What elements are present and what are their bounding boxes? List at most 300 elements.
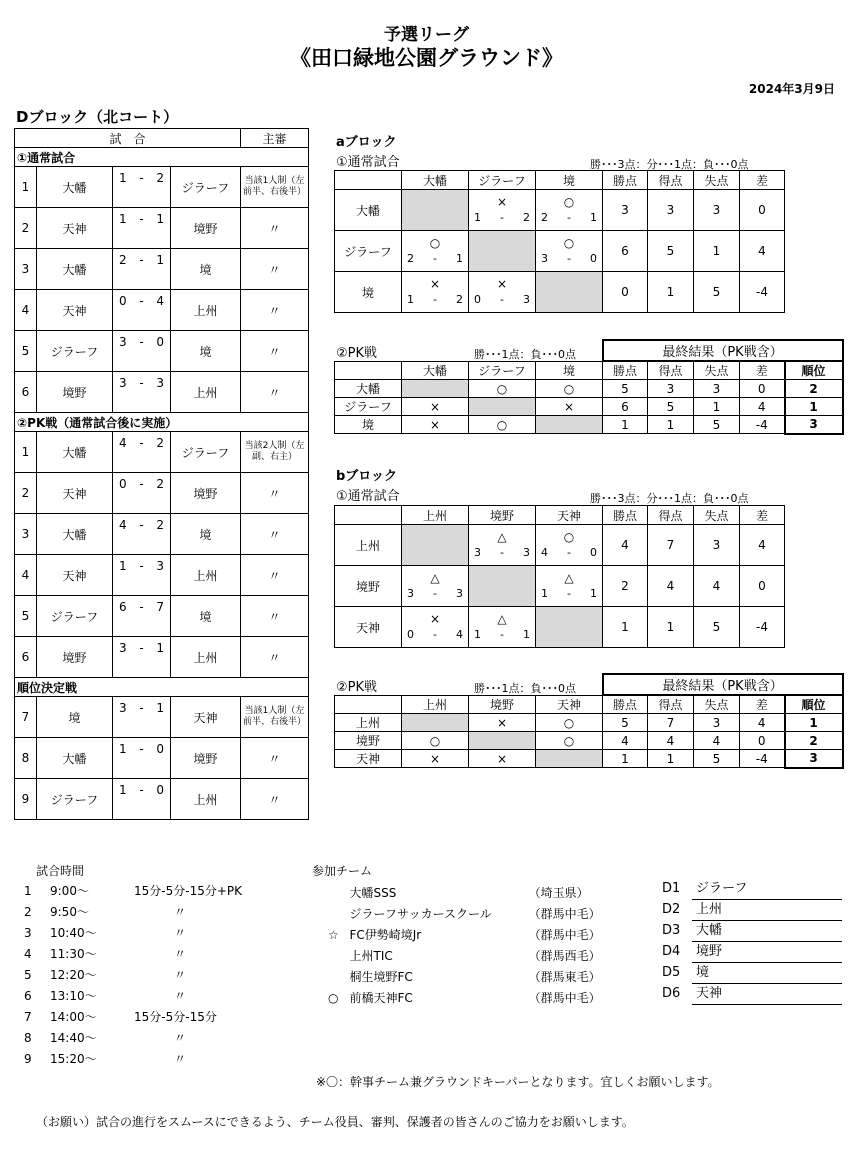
team-header: 上州 (402, 695, 469, 714)
team-name: 天神 (335, 750, 402, 768)
ref-ditto: 〃 (241, 473, 309, 514)
match-no: 6 (15, 372, 37, 413)
result-wrap (536, 529, 602, 561)
result-symbol: △ (430, 571, 440, 585)
schedule-time: 11:30～ (50, 947, 97, 961)
match-no: 3 (15, 249, 37, 290)
score-right: 3 (455, 587, 463, 600)
d-id: D5 (662, 965, 681, 980)
team-header: ジラーフ (469, 171, 536, 190)
stat-diff: 0 (740, 380, 785, 398)
score-dash: - (139, 783, 144, 797)
score-dash: - (139, 477, 144, 491)
home-score: 6 (119, 600, 127, 614)
result-score (536, 586, 602, 602)
schedule-format: 〃 (174, 905, 187, 919)
section-pk: ②PK戦（通常試合後に実施） (15, 413, 309, 432)
stat-header: 得点 (648, 361, 694, 380)
stat-header: 失点 (694, 506, 740, 525)
pk-result: ○ (469, 416, 536, 434)
score-dash: - (139, 701, 144, 715)
match-row (15, 555, 309, 596)
away-score: 1 (156, 701, 164, 715)
score-wrap (113, 331, 170, 349)
score-dash: - (567, 252, 571, 265)
pk-result: ○ (402, 732, 469, 750)
result-wrap (402, 611, 468, 643)
team-row (335, 566, 785, 607)
stat-gf: 4 (648, 732, 694, 750)
rank: 2 (785, 732, 843, 750)
home-score: 3 (119, 335, 127, 349)
team-header: 天神 (536, 506, 603, 525)
stat-diff: 4 (740, 714, 785, 732)
pk-result: ○ (469, 380, 536, 398)
home-team: 大幡 (37, 514, 113, 555)
section-pk-row (15, 413, 309, 432)
pk-result: × (536, 398, 603, 416)
section-rank-row (15, 678, 309, 697)
header-row (335, 695, 843, 714)
pk-result: × (402, 416, 469, 434)
self-cell (402, 380, 469, 398)
d-team: ジラーフ (692, 878, 842, 900)
away-team: 上州 (171, 779, 241, 820)
team-row (335, 231, 785, 272)
team-header: 境 (536, 171, 603, 190)
match-no: 4 (15, 290, 37, 331)
self-cell (469, 566, 536, 607)
result-symbol: × (429, 277, 441, 291)
stat-header: 得点 (648, 506, 694, 525)
result-wrap (469, 194, 535, 226)
score-dash: - (139, 294, 144, 308)
result-wrap (469, 611, 535, 643)
a-block-title: aブロック (336, 135, 397, 150)
a-pk-label: ②PK戦 (336, 346, 378, 361)
footer-note2: （お願い）試合の進行をスムースにできるよう、チーム役員、審判、保護者の皆さんのご協力をお願いします。 (36, 1115, 634, 1129)
rank-header: 順位 (785, 695, 843, 714)
score (113, 779, 171, 820)
score-left: 3 (474, 546, 481, 559)
result-score (536, 210, 602, 226)
away-score: 1 (156, 641, 164, 655)
ref-note: 当該1人制（左前半、右後半） (241, 697, 309, 738)
self-cell (536, 272, 603, 313)
result-symbol: ○ (563, 530, 575, 544)
score-wrap (113, 637, 170, 655)
score-right: 0 (589, 252, 597, 265)
match-row (15, 473, 309, 514)
header-row (15, 129, 309, 148)
schedule-no: 2 (24, 904, 32, 919)
d-list-item (662, 962, 842, 983)
team-row (335, 398, 843, 416)
corner-cell (335, 171, 402, 190)
score (113, 514, 171, 555)
d-id: D4 (662, 944, 681, 959)
ref-note: 当該1人制（左前半、右後半） (241, 167, 309, 208)
score-wrap (113, 432, 170, 450)
score (113, 697, 171, 738)
stat-header: 得点 (648, 171, 694, 190)
result-score (402, 627, 468, 643)
corner-cell (335, 506, 402, 525)
score-right: 2 (455, 293, 463, 306)
stat-pts: 1 (603, 607, 648, 648)
result-score (402, 586, 468, 602)
team-list-row (328, 945, 648, 966)
away-score: 2 (156, 171, 164, 185)
away-team: 上州 (171, 555, 241, 596)
home-score: 3 (119, 641, 127, 655)
schedule-format: 15分-5分-15分+PK (134, 884, 242, 898)
match-no: 9 (15, 779, 37, 820)
team-header: 天神 (536, 695, 603, 714)
d-team: 天神 (692, 983, 842, 1005)
score-wrap (113, 697, 170, 715)
match-row (15, 432, 309, 473)
stat-header: 差 (740, 361, 785, 380)
d-team: 上州 (692, 899, 842, 921)
self-cell (402, 714, 469, 732)
match-row (15, 738, 309, 779)
stat-header: 勝点 (603, 171, 648, 190)
stat-gf: 1 (648, 416, 694, 434)
stat-header: 勝点 (603, 506, 648, 525)
result-symbol: ○ (563, 236, 575, 250)
match-row (15, 167, 309, 208)
stat-pts: 1 (603, 750, 648, 768)
home-score: 1 (119, 171, 127, 185)
away-team: 境 (171, 331, 241, 372)
schedule-table (24, 880, 284, 1069)
rank-header: 順位 (785, 361, 843, 380)
score-dash: - (139, 641, 144, 655)
result-wrap (536, 235, 602, 267)
schedule-format: 〃 (174, 926, 187, 940)
schedule-time: 13:10～ (50, 989, 97, 1003)
match-no: 2 (15, 208, 37, 249)
stat-ga: 5 (694, 416, 740, 434)
match-row (15, 372, 309, 413)
ref-ditto: 〃 (241, 555, 309, 596)
b-block-title: bブロック (336, 469, 398, 484)
stat-header: 失点 (694, 361, 740, 380)
b-pk-label: ②PK戦 (336, 680, 378, 695)
schedule-format: 〃 (174, 989, 187, 1003)
schedule-no: 7 (24, 1009, 32, 1024)
result-wrap (469, 529, 535, 561)
schedule-time: 9:50～ (50, 905, 89, 919)
team-list-row (328, 924, 648, 945)
stat-diff: 0 (740, 190, 785, 231)
schedule-time: 14:00～ (50, 1010, 97, 1024)
section-normal: ①通常試合 (15, 148, 309, 167)
schedule-time: 10:40～ (50, 926, 97, 940)
away-score: 7 (156, 600, 164, 614)
result-symbol: ○ (429, 236, 441, 250)
d-list-item (662, 941, 842, 962)
final-header: 最終結果（PK戦含） (603, 674, 843, 695)
team-row (335, 525, 785, 566)
team-mark: ☆ (328, 927, 339, 942)
team-header: 境 (536, 361, 603, 380)
pk-result: × (402, 398, 469, 416)
team-full-name: 大幡SSS (349, 886, 397, 900)
corner-cell (335, 695, 402, 714)
away-score: 2 (156, 477, 164, 491)
away-team: 境 (171, 249, 241, 290)
result-cell (402, 566, 469, 607)
ref-ditto: 〃 (241, 249, 309, 290)
d-team: 境野 (692, 941, 842, 963)
result-wrap (402, 235, 468, 267)
score-dash: - (500, 211, 504, 224)
title-line1: 予選リーグ (384, 25, 469, 45)
d-team: 大幡 (692, 920, 842, 942)
self-cell (469, 732, 536, 750)
score-wrap (113, 514, 170, 532)
score (113, 290, 171, 331)
title-line2: 《田口緑地公園グラウンド》 (290, 46, 563, 70)
stat-ga: 1 (694, 398, 740, 416)
result-symbol: × (496, 195, 508, 209)
team-list-row (328, 882, 648, 903)
schedule-time: 12:20～ (50, 968, 97, 982)
stat-header: 差 (740, 695, 785, 714)
col-match-header: 試 合 (15, 129, 241, 148)
stat-pts: 3 (603, 190, 648, 231)
stat-diff: 4 (740, 525, 785, 566)
team-pref: （群馬中毛） (528, 991, 601, 1005)
score-left: 4 (541, 546, 548, 559)
score-left: 3 (541, 252, 548, 265)
stat-ga: 1 (694, 231, 740, 272)
blank-cell (402, 340, 469, 361)
schedule-no: 8 (24, 1030, 32, 1045)
schedule-format: 〃 (174, 1052, 187, 1066)
b-pk-rule: 勝･･･1点：負･･･0点 (474, 682, 576, 695)
d-list-item (662, 899, 842, 920)
schedule-no: 4 (24, 946, 32, 961)
result-wrap (536, 570, 602, 602)
away-score: 3 (156, 559, 164, 573)
result-wrap (402, 570, 468, 602)
away-score: 0 (156, 742, 164, 756)
away-team: 境 (171, 596, 241, 637)
score (113, 208, 171, 249)
score-wrap (113, 555, 170, 573)
team-name: 上州 (335, 714, 402, 732)
score-left: 1 (541, 587, 548, 600)
score-wrap (113, 596, 170, 614)
result-symbol: △ (497, 530, 507, 544)
schedule-format: 〃 (174, 947, 187, 961)
rank: 2 (785, 380, 843, 398)
final-header-row (335, 340, 843, 361)
final-header-row (335, 674, 843, 695)
date: 2024年3月9日 (748, 82, 835, 96)
result-cell (469, 190, 536, 231)
a-normal-table (334, 170, 785, 313)
stat-gf: 7 (648, 714, 694, 732)
stat-diff: 4 (740, 231, 785, 272)
away-team: 天神 (171, 697, 241, 738)
result-wrap (536, 194, 602, 226)
team-full-name: FC伊勢崎境Jr (349, 928, 422, 942)
score-dash: - (433, 587, 437, 600)
team-row (335, 714, 843, 732)
result-score (536, 545, 602, 561)
schedule-title: 試合時間 (36, 864, 85, 878)
self-cell (402, 525, 469, 566)
home-score: 1 (119, 212, 127, 226)
stat-ga: 3 (694, 380, 740, 398)
team-name: 境 (335, 416, 402, 434)
score-right: 3 (522, 546, 530, 559)
score-left: 1 (474, 628, 481, 641)
score-left: 1 (474, 211, 481, 224)
stat-diff: -4 (740, 272, 785, 313)
schedule-time: 14:40～ (50, 1031, 97, 1045)
result-symbol: △ (564, 571, 574, 585)
result-symbol: × (429, 612, 441, 626)
team-pref: （群馬中毛） (528, 928, 601, 942)
pk-result: ○ (536, 380, 603, 398)
result-cell (469, 607, 536, 648)
stat-header: 失点 (694, 695, 740, 714)
schedule-no: 1 (24, 883, 32, 898)
home-score: 4 (119, 436, 127, 450)
stat-diff: 4 (740, 398, 785, 416)
score-left: 1 (407, 293, 414, 306)
score-dash: - (139, 742, 144, 756)
match-no: 5 (15, 331, 37, 372)
score-dash: - (567, 587, 571, 600)
stat-pts: 6 (603, 231, 648, 272)
home-team: 天神 (37, 473, 113, 514)
home-score: 1 (119, 559, 127, 573)
stat-header: 勝点 (603, 695, 648, 714)
match-row (15, 697, 309, 738)
team-name: 大幡 (335, 190, 402, 231)
away-score: 2 (156, 518, 164, 532)
home-score: 0 (119, 477, 127, 491)
match-row (15, 249, 309, 290)
stat-gf: 5 (648, 231, 694, 272)
team-row (335, 190, 785, 231)
self-cell (536, 607, 603, 648)
stat-ga: 3 (694, 525, 740, 566)
score-right: 0 (589, 546, 597, 559)
team-mark (328, 903, 349, 924)
ref-ditto: 〃 (241, 290, 309, 331)
away-team: 上州 (171, 372, 241, 413)
pk-result: × (469, 750, 536, 768)
score-left: 0 (474, 293, 481, 306)
away-score: 0 (156, 335, 164, 349)
schedule-row (24, 943, 284, 964)
stat-ga: 3 (694, 714, 740, 732)
team-list-row (328, 903, 648, 924)
team-full-name: ジラーフサッカースクール (349, 907, 492, 921)
match-row (15, 779, 309, 820)
footer-note1: ※〇：幹事チーム兼グラウンドキーパーとなります。宜しくお願いします。 (316, 1075, 720, 1089)
d-list-item (662, 983, 842, 1004)
d-id: D2 (662, 902, 681, 917)
score-dash: - (139, 600, 144, 614)
home-team: 境野 (37, 372, 113, 413)
result-cell (469, 525, 536, 566)
result-score (469, 627, 535, 643)
rank: 1 (785, 714, 843, 732)
section-normal-row (15, 148, 309, 167)
team-pref: （群馬東毛） (528, 970, 601, 984)
home-score: 0 (119, 294, 127, 308)
home-team: 大幡 (37, 738, 113, 779)
score-right: 1 (455, 252, 463, 265)
away-team: 上州 (171, 637, 241, 678)
result-cell (536, 566, 603, 607)
score (113, 596, 171, 637)
self-cell (536, 750, 603, 768)
stat-gf: 1 (648, 272, 694, 313)
stat-pts: 5 (603, 380, 648, 398)
away-score: 4 (156, 294, 164, 308)
result-symbol: × (496, 277, 508, 291)
stat-diff: -4 (740, 750, 785, 768)
stat-pts: 1 (603, 416, 648, 434)
blank-cell (335, 340, 402, 361)
score-dash: - (500, 628, 504, 641)
score (113, 637, 171, 678)
team-header: 大幡 (402, 361, 469, 380)
team-full-name: 桐生境野FC (349, 970, 413, 984)
away-team: 境野 (171, 473, 241, 514)
match-row (15, 514, 309, 555)
team-name: 大幡 (335, 380, 402, 398)
result-symbol: △ (497, 612, 507, 626)
team-pref: （群馬西毛） (528, 949, 601, 963)
stat-ga: 4 (694, 566, 740, 607)
blank-cell (402, 674, 469, 695)
schedule-format: 〃 (174, 1031, 187, 1045)
match-no: 2 (15, 473, 37, 514)
ref-ditto: 〃 (241, 596, 309, 637)
team-row (335, 750, 843, 768)
ref-ditto: 〃 (241, 514, 309, 555)
team-name: 境 (335, 272, 402, 313)
home-score: 3 (119, 376, 127, 390)
team-row (335, 416, 843, 434)
score-dash: - (567, 546, 571, 559)
schedule-row (24, 985, 284, 1006)
stat-gf: 3 (648, 380, 694, 398)
stat-ga: 5 (694, 272, 740, 313)
team-list-row (328, 966, 648, 987)
pk-result: × (402, 750, 469, 768)
schedule-row (24, 880, 284, 901)
teams-title: 参加チーム (312, 864, 373, 878)
stat-gf: 5 (648, 398, 694, 416)
away-team: 上州 (171, 290, 241, 331)
match-no: 6 (15, 637, 37, 678)
score-wrap (113, 738, 170, 756)
score (113, 331, 171, 372)
score-wrap (113, 372, 170, 390)
home-score: 4 (119, 518, 127, 532)
